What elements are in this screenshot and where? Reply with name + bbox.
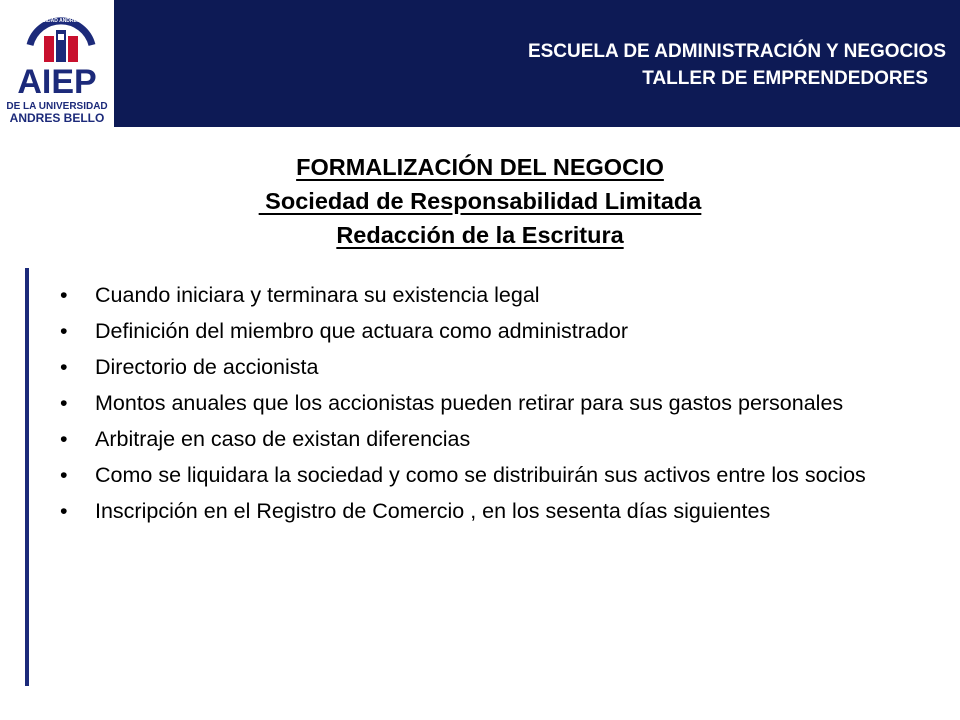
list-item <box>58 354 910 380</box>
aiep-logo <box>0 0 114 127</box>
bullet-glyph: • <box>60 391 68 415</box>
bullet-text: Inscripción en el Registro de Comercio , en los sesenta días siguientes <box>95 499 771 523</box>
bullet-text: Montos anuales que los accionistas pueden retirar para sus gastos personales <box>95 391 844 415</box>
school-name: ESCUELA DE ADMINISTRACIÓN Y NEGOCIOS <box>527 41 946 62</box>
bullet-glyph: • <box>60 283 68 307</box>
title-line-2: Sociedad de Responsabilidad Limitada <box>258 188 702 214</box>
header-text <box>346 38 946 92</box>
bullet-text: Cuando iniciara y terminara su existencia legal <box>95 283 540 307</box>
bullet-glyph: • <box>60 319 68 343</box>
list-item <box>58 498 910 524</box>
aiep-logo-graphic <box>0 0 114 127</box>
logo-wordmark: AIEP <box>17 63 97 101</box>
logo-line-2: ANDRES BELLO <box>9 111 105 125</box>
title-line-3: Redacción de la Escritura <box>336 222 624 248</box>
list-item <box>58 282 910 308</box>
bullet-text: Definición del miembro que actuara como administrador <box>95 319 628 343</box>
list-item <box>58 390 910 416</box>
list-item <box>58 318 910 344</box>
header-bar <box>0 0 960 127</box>
bullet-glyph: • <box>60 499 68 523</box>
bullet-text: Como se liquidara la sociedad y como se distribuirán sus activos entre los socios <box>95 463 866 487</box>
building-icon <box>44 30 78 62</box>
bullet-glyph: • <box>60 355 68 379</box>
bullet-glyph: • <box>60 427 68 451</box>
list-item <box>58 462 910 488</box>
program-name: TALLER DE EMPRENDEDORES <box>642 68 928 89</box>
bullet-text: Arbitraje en caso de existan diferencias <box>95 427 471 451</box>
bullet-list <box>58 282 910 534</box>
logo-line-1: DE LA UNIVERSIDAD <box>6 101 108 112</box>
bullet-glyph: • <box>60 463 68 487</box>
list-item <box>58 426 910 452</box>
title-line-1: FORMALIZACIÓN DEL NEGOCIO <box>296 154 664 180</box>
slide-title <box>0 150 960 252</box>
bullet-text: Directorio de accionista <box>95 355 319 379</box>
side-rule <box>25 268 29 686</box>
logo-ring-text: UNIVERSIDAD ANDRES BELLO <box>23 18 99 24</box>
